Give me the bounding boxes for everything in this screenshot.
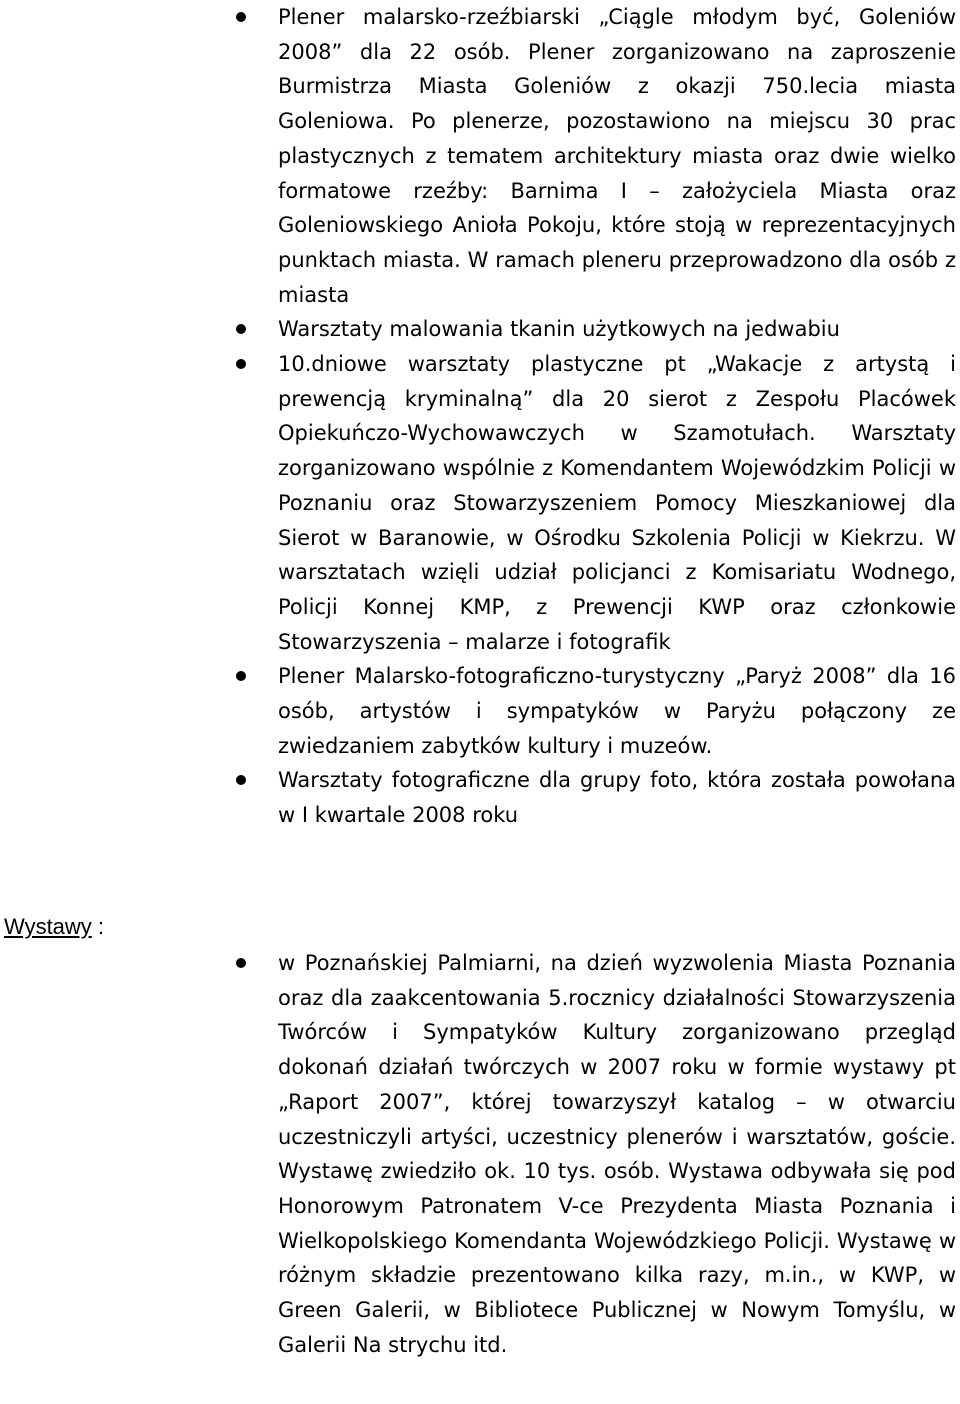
list-item [0,347,960,659]
section-heading-suffix: : [91,914,105,939]
bullet-icon [236,671,246,681]
bullet-icon [236,958,246,968]
list-item [0,312,960,347]
list-item [0,659,960,763]
list-item [0,946,960,1362]
section-heading-label: Wystawy [4,914,92,939]
bullet-icon [236,775,246,785]
section-heading [4,912,104,942]
list-item [0,763,960,832]
list-item-text: Plener malarsko-rzeźbiarski „Ciągle młodym być, Goleniów 2008” dla 22 osób. Plener zorganizowano na zaproszenie Burmistrza Miasta Goleniów z okazji 750.lecia miasta Goleniowa. Po plenerze, pozostawiono na miejscu 30 prac plastycznych z tematem architektury miasta oraz dwie wielko formatowe rzeźby: Barnima I – założyciela Miasta oraz Goleniowskiego Anioła Pokoju, które stoją w reprezentacyjnych punktach miasta. W ramach pleneru przeprowadzono dla osób z miasta [278,5,956,307]
exhibitions-list [0,946,960,1362]
list-item-text: Warsztaty fotograficzne dla grupy foto, która została powołana w I kwartale 2008 roku [278,768,956,828]
list-item-text: 10.dniowe warsztaty plastyczne pt „Wakacje z artystą i prewencją kryminalną” dla 20 sierot z Zespołu Placówek Opiekuńczo-Wychowawczych w Szamotułach. Warsztaty zorganizowano wspólnie z Komendantem Wojewódzkim Policji w Poznaniu oraz Stowarzyszeniem Pomocy Mieszkaniowej dla Sierot w Baranowie, w Ośrodku Szkolenia Policji w Kiekrzu. W warsztatach wzięli udział policjanci z Komisariatu Wodnego, Policji Konnej KMP, z Prewencji KWP oraz członkowie Stowarzyszenia – malarze i fotografik [278,352,956,654]
list-item [0,0,960,312]
bullet-icon [236,359,246,369]
bullet-icon [236,324,246,334]
bullet-icon [236,12,246,22]
list-item-text: w Poznańskiej Palmiarni, na dzień wyzwolenia Miasta Poznania oraz dla zaakcentowania 5.rocznicy działalności Stowarzyszenia Twórców i Sympatyków Kultury zorganizowano przegląd dokonań działań twórczych w 2007 roku w formie wystawy pt „Raport 2007”, której towarzyszył katalog – w otwarciu uczestniczyli artyści, uczestnicy plenerów i warsztatów, goście. Wystawę zwiedziło ok. 10 tys. osób. Wystawa odbywała się pod Honorowym Patronatem V-ce Prezydenta Miasta Poznania i Wielkopolskiego Komendanta Wojewódzkiego Policji. Wystawę w różnym składzie prezentowano kilka razy, m.in., w KWP, w Green Galerii, w Bibliotece Publicznej w Nowym Tomyślu, w Galerii Na strychu itd. [278,951,956,1357]
list-item-text: Warsztaty malowania tkanin użytkowych na jedwabiu [278,317,840,342]
list-item-text: Plener Malarsko-fotograficzno-turystyczny „Paryż 2008” dla 16 osób, artystów i sympatyków w Paryżu połączony ze zwiedzaniem zabytków kultury i muzeów. [278,664,956,758]
